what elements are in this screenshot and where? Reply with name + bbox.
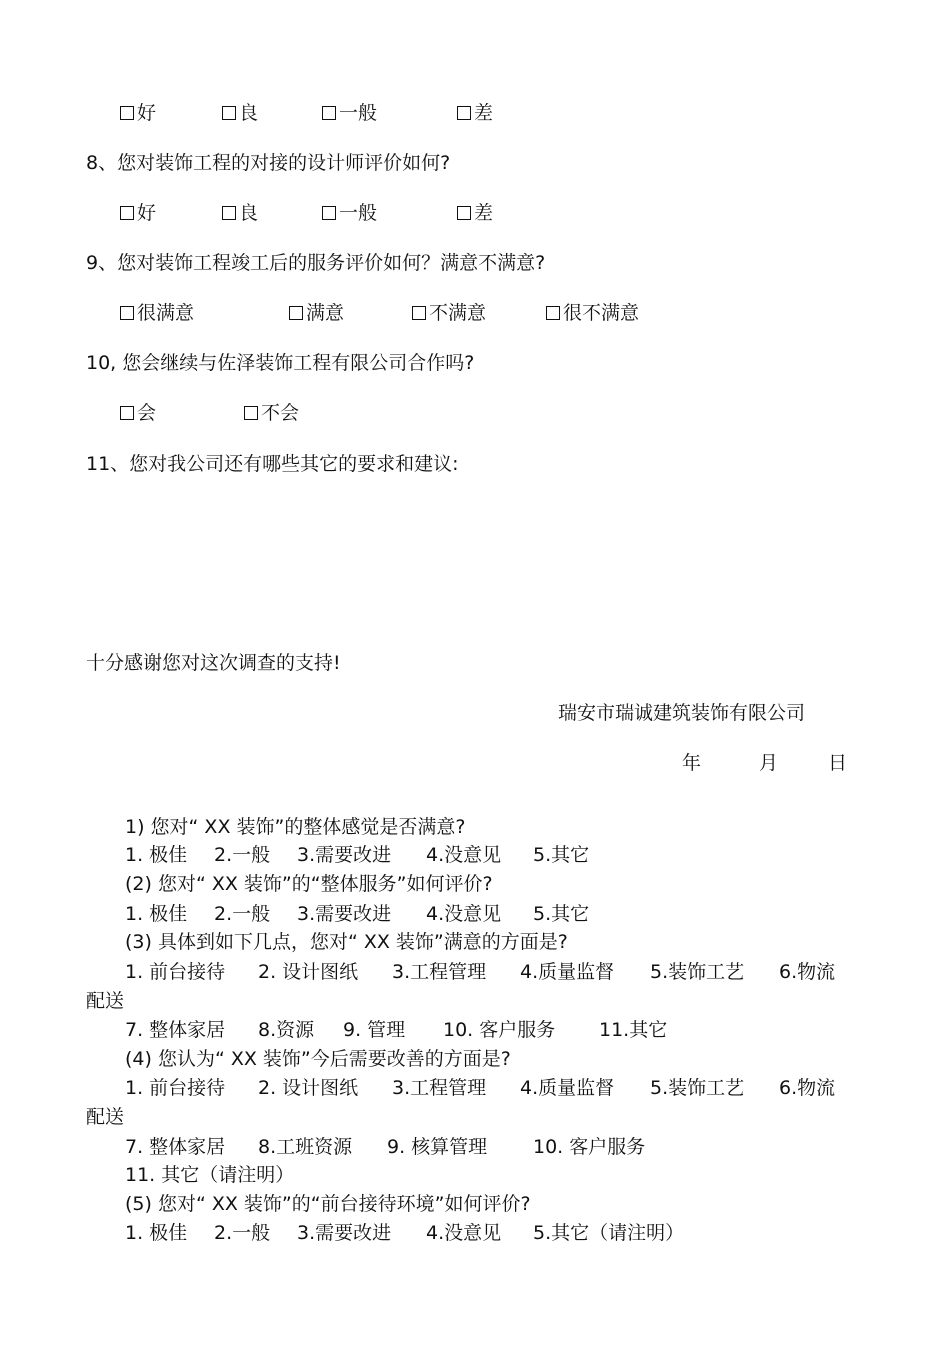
s1-option[interactable]: 5.其它 [533,844,590,866]
s1-option[interactable]: 1. 极佳 [125,844,188,866]
checkbox-icon[interactable] [120,206,134,220]
s3-option[interactable]: 7. 整体家居 [125,1019,226,1041]
s1-option[interactable]: 3.需要改进 [297,844,392,866]
s2-question: (2) 您对“ XX 装饰”的“整体服务”如何评价? [125,873,493,895]
checkbox-icon[interactable] [120,406,134,420]
checkbox-icon[interactable] [457,106,471,120]
checkbox-icon[interactable] [457,206,471,220]
q7-option-average[interactable] [322,101,377,125]
s4-option[interactable]: 8.工班资源 [258,1136,353,1158]
s3-option[interactable]: 6.物流 [779,961,836,983]
q7-option-label: 差 [474,102,494,124]
s4-option[interactable]: 3.工程管理 [392,1077,487,1099]
checkbox-icon[interactable] [412,306,426,320]
s5-option[interactable]: 5.其它（请注明） [533,1222,685,1244]
q9-option-satisfied[interactable] [289,301,344,325]
s5-option[interactable]: 2.一般 [214,1222,271,1244]
checkbox-icon[interactable] [120,106,134,120]
q9-option-label: 很满意 [137,302,195,324]
q10-option-no[interactable] [244,401,299,425]
s4-options-row-2 [0,1135,950,1159]
s3-question: (3) 具体到如下几点，您对“ XX 装饰”满意的方面是? [125,931,568,953]
q9-option-label: 很不满意 [563,302,640,324]
checkbox-icon[interactable] [244,406,258,420]
q10-question: 10, 您会继续与佐泽装饰工程有限公司合作吗? [86,352,475,374]
q10-option-yes[interactable] [120,401,156,425]
s5-option[interactable]: 1. 极佳 [125,1222,188,1244]
q9-option-very-unsatisfied[interactable] [546,301,639,325]
s4-option[interactable]: 7. 整体家居 [125,1136,226,1158]
q8-option-good[interactable] [120,201,156,225]
s4-option[interactable]: 4.质量监督 [520,1077,615,1099]
s3-options-row-2 [0,1018,950,1042]
s1-option[interactable]: 2.一般 [214,844,271,866]
s3-option[interactable]: 1. 前台接待 [125,961,226,983]
s1-options [0,843,950,867]
q8-option-fine[interactable] [222,201,258,225]
s4-option[interactable]: 2. 设计图纸 [258,1077,359,1099]
company-name: 瑞安市瑞诚建筑装饰有限公司 [558,702,806,724]
q7-option-good[interactable] [120,101,156,125]
s3-option-wrap: 配送 [86,990,125,1012]
checkbox-icon[interactable] [222,206,236,220]
checkbox-icon[interactable] [546,306,560,320]
checkbox-icon[interactable] [289,306,303,320]
date-year-label: 年 [682,752,702,774]
s2-option[interactable]: 3.需要改进 [297,903,392,925]
q7-option-label: 好 [137,102,157,124]
s4-options-row-1 [0,1076,950,1100]
q7-option-label: 一般 [339,102,378,124]
checkbox-icon[interactable] [322,206,336,220]
checkbox-icon[interactable] [322,106,336,120]
s1-option[interactable]: 4.没意见 [426,844,502,866]
s4-question: (4) 您认为“ XX 装饰”今后需要改善的方面是? [125,1048,511,1070]
q8-option-label: 好 [137,202,157,224]
s4-option[interactable]: 1. 前台接待 [125,1077,226,1099]
s1-question: 1) 您对“ XX 装饰”的整体感觉是否满意? [125,816,466,838]
q8-option-average[interactable] [322,201,377,225]
s4-option-other[interactable]: 11. 其它（请注明） [125,1164,295,1186]
q7-option-fine[interactable] [222,101,258,125]
q9-question: 9、您对装饰工程竣工后的服务评价如何？满意不满意? [86,252,546,274]
s2-option[interactable]: 2.一般 [214,903,271,925]
checkbox-icon[interactable] [120,306,134,320]
checkbox-icon[interactable] [222,106,236,120]
q11-question: 11、您对我公司还有哪些其它的要求和建议: [86,453,459,475]
s3-option[interactable]: 8.资源 [258,1019,315,1041]
s3-option[interactable]: 2. 设计图纸 [258,961,359,983]
s3-options-row-1 [0,960,950,984]
q7-option-label: 良 [239,102,259,124]
thanks-text: 十分感谢您对这次调查的支持! [86,652,341,674]
q8-option-label: 差 [474,202,494,224]
s2-option[interactable]: 1. 极佳 [125,903,188,925]
date-day-label: 日 [828,752,848,774]
s4-option[interactable]: 9. 核算管理 [387,1136,488,1158]
q7-option-poor[interactable] [457,101,493,125]
s5-options [0,1221,950,1245]
s4-option[interactable]: 10. 客户服务 [533,1136,646,1158]
s5-option[interactable]: 3.需要改进 [297,1222,392,1244]
s3-option[interactable]: 9. 管理 [343,1019,406,1041]
s2-option[interactable]: 5.其它 [533,903,590,925]
s4-option[interactable]: 6.物流 [779,1077,836,1099]
q10-option-label: 不会 [261,402,300,424]
s3-option[interactable]: 4.质量监督 [520,961,615,983]
s3-option[interactable]: 5.装饰工艺 [650,961,745,983]
s4-option[interactable]: 5.装饰工艺 [650,1077,745,1099]
s3-option[interactable]: 3.工程管理 [392,961,487,983]
s2-options [0,902,950,926]
q10-option-label: 会 [137,402,157,424]
s2-option[interactable]: 4.没意见 [426,903,502,925]
q9-option-unsatisfied[interactable] [412,301,486,325]
s5-question: (5) 您对“ XX 装饰”的“前台接待环境”如何评价? [125,1193,531,1215]
s3-option[interactable]: 11.其它 [599,1019,668,1041]
q8-question: 8、您对装饰工程的对接的设计师评价如何? [86,152,451,174]
q9-option-label: 满意 [306,302,345,324]
q9-option-label: 不满意 [429,302,487,324]
q8-option-label: 良 [239,202,259,224]
date-month-label: 月 [759,752,779,774]
q8-option-poor[interactable] [457,201,493,225]
s3-option[interactable]: 10. 客户服务 [443,1019,556,1041]
q9-option-very-satisfied[interactable] [120,301,194,325]
s5-option[interactable]: 4.没意见 [426,1222,502,1244]
s4-option-wrap: 配送 [86,1106,125,1128]
q8-option-label: 一般 [339,202,378,224]
